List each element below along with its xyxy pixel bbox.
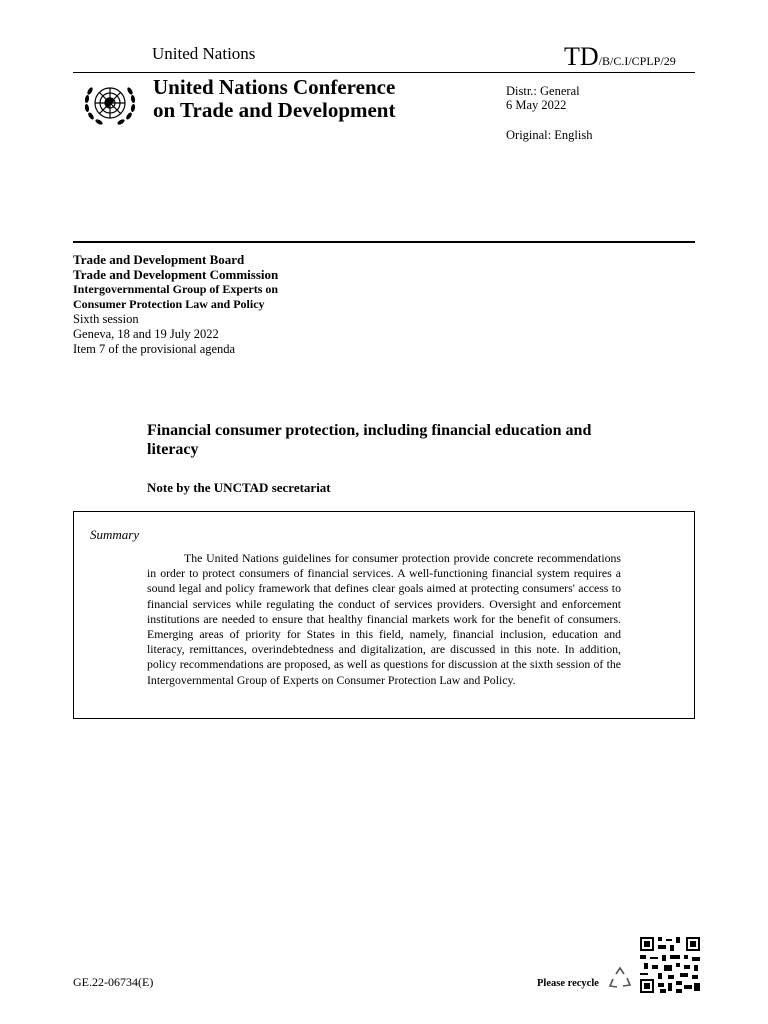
session: Sixth session bbox=[73, 312, 139, 326]
distribution-block bbox=[506, 84, 580, 112]
recycle-label: Please recycle bbox=[537, 978, 599, 989]
document-title: Financial consumer protection, including financial education and literacy bbox=[147, 422, 592, 458]
symbol-main: TD bbox=[564, 42, 599, 71]
issue-date: 6 May 2022 bbox=[506, 98, 567, 112]
venue-dates: Geneva, 18 and 19 July 2022 bbox=[73, 327, 219, 341]
summary-heading: Summary bbox=[90, 527, 140, 542]
header-bottom-rule bbox=[73, 241, 695, 243]
qr-code-icon bbox=[640, 937, 700, 993]
agenda-item: Item 7 of the provisional agenda bbox=[73, 342, 236, 356]
body-group-line2: Consumer Protection Law and Policy bbox=[73, 297, 265, 311]
original-language: Original: English bbox=[506, 128, 593, 142]
body-commission: Trade and Development Commission bbox=[73, 267, 279, 282]
un-label: United Nations bbox=[152, 44, 256, 63]
job-number: GE.22-06734(E) bbox=[73, 975, 154, 989]
body-board: Trade and Development Board bbox=[73, 252, 245, 267]
recycle-icon bbox=[607, 966, 633, 992]
organization-name bbox=[153, 76, 395, 122]
org-name-line1: United Nations Conference bbox=[153, 75, 396, 99]
distribution: Distr.: General bbox=[506, 84, 580, 98]
org-name-line2: on Trade and Development bbox=[153, 98, 396, 122]
meeting-bodies bbox=[73, 252, 278, 357]
un-emblem-icon bbox=[78, 78, 142, 128]
summary-text: The United Nations guidelines for consumer protection provide concrete recommendations in order to protect consumers of financial services. A well-functioning financial system requires a sound legal and policy framework that defines clear goals aimed at protecting consumers' access to financial services while regulating the conduct of services providers. Oversight and enforcement institutions are needed to ensure that healthy financial markets work for the benefit of consumers. Emerging areas of priority for States in this field, namely, financial inclusion, education and literacy, remittances, overindebtedness and digitalization, are discussed in this note. In addition, policy recommendations are proposed, as well as questions for discussion at the sixth session of the Intergovernmental Group of Experts on Consumer Protection Law and Policy. bbox=[147, 551, 621, 687]
body-group-line1: Intergovernmental Group of Experts on bbox=[73, 282, 279, 296]
symbol-rest: /B/C.I/CPLP/29 bbox=[598, 54, 676, 68]
header-rule bbox=[73, 72, 695, 73]
document-symbol bbox=[564, 42, 676, 72]
document-subtitle: Note by the UNCTAD secretariat bbox=[147, 480, 331, 495]
